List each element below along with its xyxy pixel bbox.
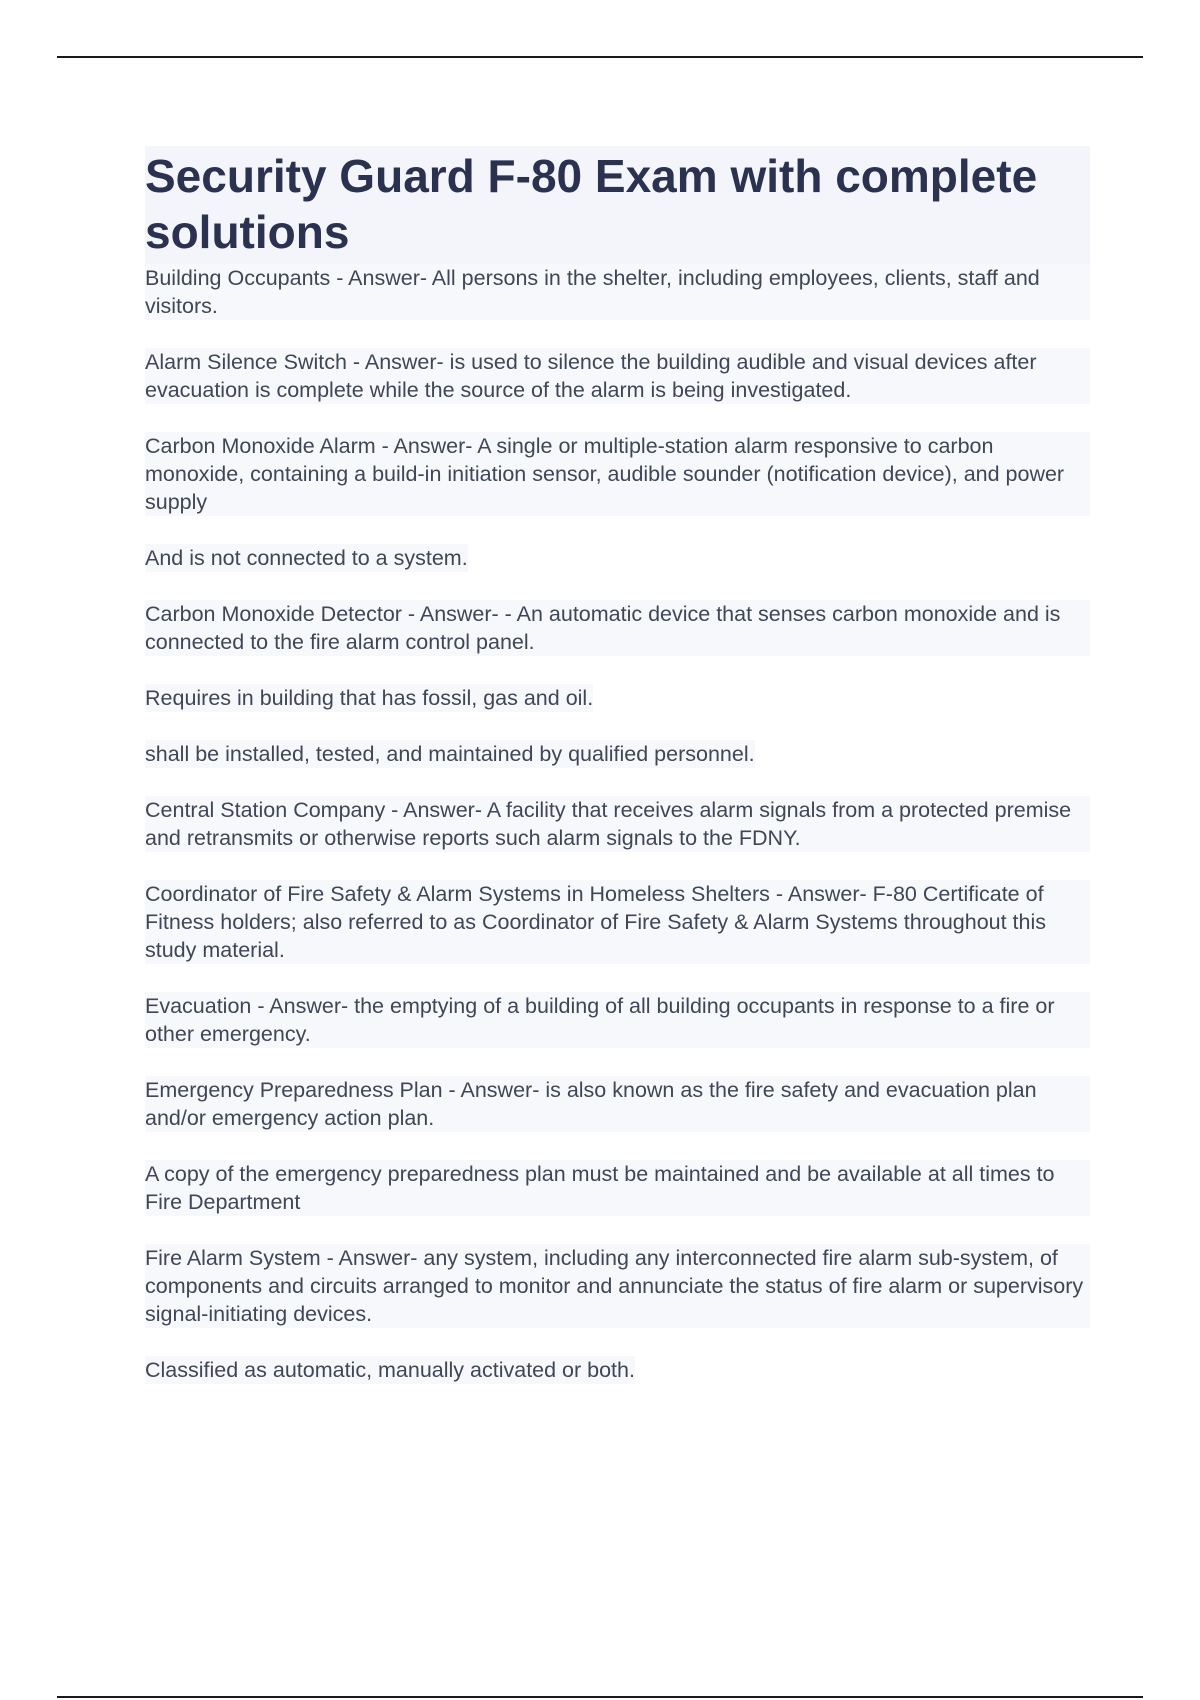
paragraph-not-connected: And is not connected to a system.: [145, 546, 468, 570]
paragraph-classified: Classified as automatic, manually activated or both.: [145, 1358, 635, 1382]
paragraph-coordinator: Coordinator of Fire Safety & Alarm Systems in Homeless Shelters - Answer- F-80 Certificate of Fitness holders; also referred to as Coordinator of Fire Safety & Alarm Systems throughout this study material.: [145, 880, 1090, 964]
paragraph-carbon-monoxide-detector: Carbon Monoxide Detector - Answer- - An automatic device that senses carbon monoxide and is connected to the fire alarm control panel.: [145, 600, 1090, 656]
title-block: [145, 146, 1090, 264]
document-body: [145, 146, 1090, 1412]
paragraph-alarm-silence-switch: Alarm Silence Switch - Answer- is used to silence the building audible and visual devices after evacuation is complete while the source of the alarm is being investigated.: [145, 348, 1090, 404]
paragraph-emergency-plan: Emergency Preparedness Plan - Answer- is also known as the fire safety and evacuation plan and/or emergency action plan.: [145, 1076, 1090, 1132]
paragraph-installed-tested: shall be installed, tested, and maintained by qualified personnel.: [145, 742, 755, 766]
paragraph-building-occupants: Building Occupants - Answer- All persons in the shelter, including employees, clients, staff and visitors.: [145, 264, 1090, 320]
paragraph-requires-building: Requires in building that has fossil, gas and oil.: [145, 686, 594, 710]
paragraph-carbon-monoxide-alarm: Carbon Monoxide Alarm - Answer- A single or multiple-station alarm responsive to carbon monoxide, containing a build-in initiation sensor, audible sounder (notification device), and power supply: [145, 432, 1090, 516]
paragraph-plan-copy: A copy of the emergency preparedness plan must be maintained and be available at all times to Fire Department: [145, 1160, 1090, 1216]
paragraph-central-station: Central Station Company - Answer- A facility that receives alarm signals from a protected premise and retransmits or otherwise reports such alarm signals to the FDNY.: [145, 796, 1090, 852]
top-divider: [57, 56, 1143, 58]
document-title: Security Guard F-80 Exam with complete solutions: [145, 150, 1038, 258]
paragraph-evacuation: Evacuation - Answer- the emptying of a building of all building occupants in response to a fire or other emergency.: [145, 992, 1090, 1048]
paragraph-fire-alarm-system: Fire Alarm System - Answer- any system, including any interconnected fire alarm sub-system, of components and circuits arranged to monitor and annunciate the status of fire alarm or supervisory signal-initiating devices.: [145, 1244, 1090, 1328]
bottom-divider: [57, 1696, 1143, 1698]
